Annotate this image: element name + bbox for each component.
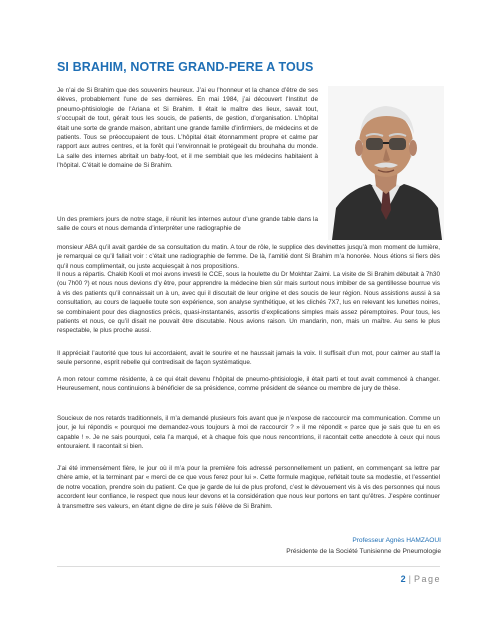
paragraph-6: Soucieux de nos retards traditionnels, il m’a demandé plusieurs fois avant que je n’expose de raccourcir ma communication. Comme un jour, je lui répondis « pourquoi me demandez-vous toujours à moi de raccourcir ? » il me répondit « parce que je sais que tu en es capable ! ». Je ne sais pourquoi, cela l’a marqué, et à chaque fois que nous rencontrions, il racontait cette anecdote à ceux qui nous entouraient. Il racontait si bien. <box>57 415 440 451</box>
paragraph-2-continued: monsieur ABA qu’il avait gardée de sa consultation du matin. A tour de rôle, le supplice des devinettes jusqu’à mon moment de lumière, je remarquai ce qu’il fallait voir : c’était une radiographie de femme. De là, l’amitié dont Si Brahim m’a honorée. Nous étions si fiers dès qu’il nous complimentait, ou juste acquiesçait à nos propositions. <box>57 244 440 270</box>
portrait-illustration <box>328 86 444 240</box>
paragraph-1: Je n’ai de Si Brahim que des souvenirs heureux. J’ai eu l’honneur et la chance d’être de ses élèves, probablement l’une de ses dernières. En mai 1984, j’ai découvert l’Institut de pneumo-phtisiologie de l’Ariana et Si Brahim. Il était le maître des lieux, savait tout, s’occupait de tout, gérait tous les soucis, de patients, de gestion, d’organisation. L’hôpital était une sorte de grande maison, abritant une grande famille d’infirmiers, de médecins et de patients. Tous se préoccupaient de tous. L’hôpital était étonnamment propre et calme par rapport aux autres centres, et la forêt qui l’environnait le protégeait du brouhaha du monde. La salle des internes abritait un baby-foot, et il me semblait que les médecins habitaient à l’hôpital. C’était le domaine de Si Brahim. <box>57 87 318 170</box>
paragraph-4: Il appréciait l’autorité que tous lui accordaient, avait le sourire et ne haussait jamais la voix. Il suffisait d’un mot, pour calmer au staff la seule personne, esprit rebelle qui contredisait de façon systématique. <box>57 350 440 367</box>
page-number: 2 <box>400 574 406 584</box>
page-separator: | <box>408 574 411 584</box>
page-label: Page <box>413 574 441 584</box>
paragraph-3: Il nous a répartis. Chakib Kooli et moi avons investi le CCE, sous la houlette du Dr Mokhtar Zaimi. La visite de Si Brahim débutait à 7h30 (ou 7h00 ?) et nous nous devions d’y être, pour apprendre la médecine bien sûr mais surtout nous imbiber de sa gentillesse bourrue vis à vis des patients qu’il connaissait un à un, avec qui il discutait de leur origine et des soucis de leur région. Nous assistions aussi à sa consultation, au cours de laquelle toute son expérience, son analyse synthétique, et les clichés 7X7, lus en relevant les lunettes noires, se combinaient pour des diagnostics précis, quasi-instantanés, assortis d’explications simples mais assez péremptoires. Pour tous, les patients et nous, ce qu’il disait ne pouvait être discutable. Nous avions raison. Un mandarin, non, mais un maître. Au sens le plus respectable, le plus proche aussi. <box>57 271 440 335</box>
signature-role: Présidente de la Société Tunisienne de Pneumologie <box>286 548 441 555</box>
paragraph-2: Un des premiers jours de notre stage, il réunit les internes autour d’une grande table dans la salle de cours et nous demanda d’interpréter une radiographie de <box>57 216 318 233</box>
article-title: SI BRAHIM, NOTRE GRAND-PERE A TOUS <box>57 60 314 74</box>
paragraph-5: A mon retour comme résidente, à ce qui était devenu l’hôpital de pneumo-phtisiologie, il était parti et tout avait commencé à changer. Heureusement, nous continuions à bénéficier de sa présidence, comme président de séance ou membre de jury de thèse. <box>57 376 440 393</box>
footer-divider <box>57 566 440 567</box>
page-footer <box>401 574 441 584</box>
paragraph-7: J’ai été immensément fière, le jour où il m’a pour la première fois adressé personnellement un patient, en commençant sa lettre par chère amie, et la terminant par « merci de ce que vous ferez pour lui ». Cette formule magique, reflétait toute sa modestie, et l’essentiel de notre vocation, prendre soin du patient. Ce que je garde de lui de plus profond, c’est le dévouement vis à vis des personnes qui nous accordent leur confiance, le respect que nous leur devons et la considération que nous leur portons en tant qu’êtres. J’espère continuer à transmettre ses valeurs, en étant digne de dire je suis l’élève de Si Brahim. <box>57 465 440 510</box>
portrait-photo <box>328 86 444 240</box>
signature-name: Professeur Agnès HAMZAOUI <box>352 537 441 544</box>
